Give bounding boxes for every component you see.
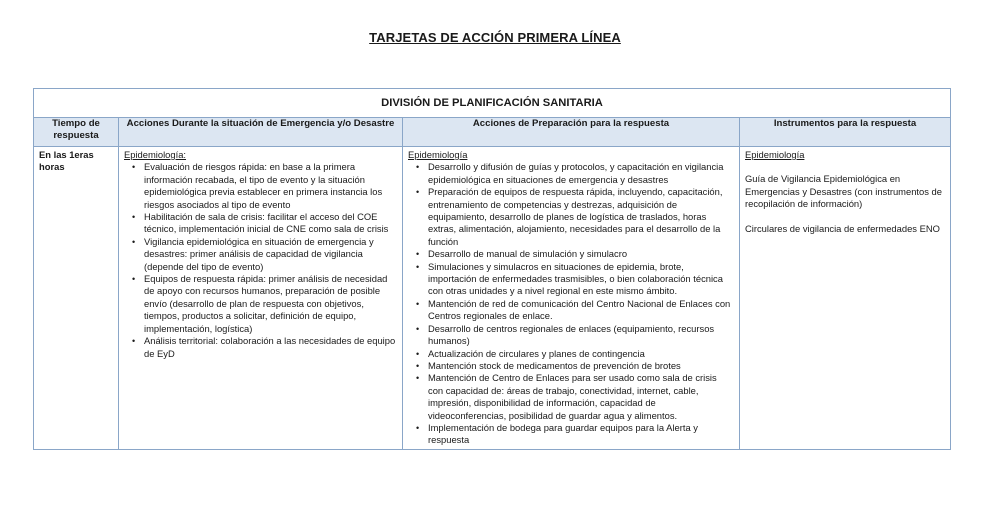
list-item: • Evaluación de riesgos rápida: en base a la primera información recabada, el tipo de evento y la situación epidemiológica previa establecer en primera instancia los riesgos asociados al tipo de evento [144,161,397,211]
header-prep: Acciones de Preparación para la respuesta [403,118,740,147]
list-item: • Habilitación de sala de crisis: facilitar el acceso del COE técnico, implementación inicial de CNE como sala de crisis [144,211,397,236]
list-item: • Preparación de equipos de respuesta rápida, incluyendo, capacitación, entrenamiento de competencias y destrezas, adquisición de equipamiento, desarrollo de planes de logística de traslados, horas extras, alimentación, alojamiento, necesidades para el desarrollo de la función [428,186,734,248]
list-item: • Mantención de red de comunicación del Centro Nacional de Enlaces con Centros regionales de enlace. [428,298,734,323]
list-item: • Simulaciones y simulacros en situaciones de epidemia, brote, importación de enfermedades trasmisibles, o bien colaboración técnica con otras unidades y a nivel regional en este mismo ámbito. [428,261,734,298]
document-title: TARJETAS DE ACCIÓN PRIMERA LÍNEA [369,30,621,45]
cell-prep-actions [403,147,740,450]
instrument-item: Circulares de vigilancia de enfermedades ENO [745,222,940,234]
cell-response-time: En las 1eras horas [34,147,119,450]
list-item: • Vigilancia epidemiológica en situación de emergencia y desastres: primer análisis de capacidad de vigilancia (depende del tipo de evento) [144,236,397,273]
list-item: • Desarrollo y difusión de guías y protocolos, y capacitación en vigilancia epidemiológica en situaciones de emergencia y desastres [428,161,734,186]
list-item: • Equipos de respuesta rápida: primer análisis de necesidad de apoyo con recursos humanos, preparación de posible envío (desarrollo de plan de respuesta con objetivos, tiempos, productos a solicitar, definición de equipo, implementación, logística) [144,273,397,335]
list-item: • Desarrollo de centros regionales de enlaces (equipamiento, recursos humanos) [428,323,734,348]
list-item: • Actualización de circulares y planes de contingencia [428,348,734,360]
list-item: • Desarrollo de manual de simulación y simulacro [428,248,734,260]
header-time: Tiempo de respuesta [34,118,119,147]
cell-instruments [740,147,951,450]
instrument-item: Guía de Vigilancia Epidemiológica en Emergencias y Desastres (con instrumentos de recopilación de información) [745,173,942,210]
section-label: Epidemiología [745,149,805,160]
cell-during-actions [119,147,403,450]
prep-list [408,161,734,446]
list-item: • Mantención stock de medicamentos de prevención de brotes [428,360,734,372]
list-item: • Análisis territorial: colaboración a las necesidades de equipo de EyD [144,335,397,360]
list-item: • Mantención de Centro de Enlaces para ser usado como sala de crisis con capacidad de: áreas de trabajo, conectividad, internet, cable, impresión, disponibilidad de información, capacidad de videoconferencias, posibilidad de guardar agua y alimentos. [428,372,734,422]
header-instruments: Instrumentos para la respuesta [740,118,951,147]
section-label: Epidemiología [408,149,468,160]
list-item: • Implementación de bodega para guardar equipos para la Alerta y respuesta [428,422,734,447]
during-list [124,161,397,360]
header-during: Acciones Durante la situación de Emergencia y/o Desastre [119,118,403,147]
division-header: DIVISIÓN DE PLANIFICACIÓN SANITARIA [34,89,951,118]
section-label: Epidemiología: [124,149,187,160]
action-card-table [33,88,951,450]
